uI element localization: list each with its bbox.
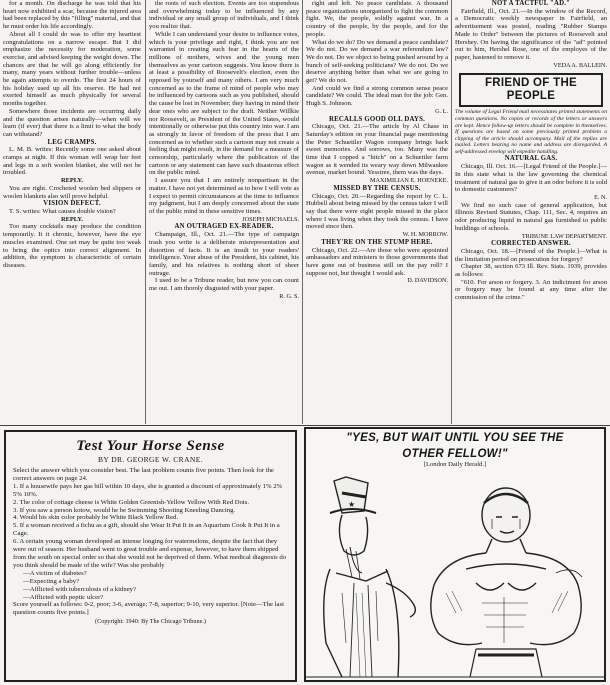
article-heading: NATURAL GAS. (504, 155, 558, 163)
quiz-options (13, 570, 288, 602)
signature: VEDA A. BALLEIN. (553, 61, 607, 69)
paragraph: Chicago, Oct. 21.—The article by Al Chase in Saturday's edition on your financial page mentioning the Peter Schuettler Wagon company brings back sweet memories. And sorrows, too. Many was the time that I copped a "hitch" on a Schuettler farm wagon as it wended its weary way down Milwaukee avenue, market bound. Yesstree, them was the days. (306, 123, 448, 177)
copyright-line: (Copyright: 1940: By The Chicago Tribune.) (95, 618, 206, 626)
paragraph: I assure you that I am entirely nonpartisan in the matter. I have not yet determined as to how I will vote as I expect to permit circumstances at the time to influence my judgment, but I am deeply concerned about the state of the public mind in these sensitive times. (149, 177, 299, 215)
signature: JOSEPH MICHAELS. (242, 215, 299, 223)
quiz-scoring: Score yourself as follows: 0-2, poor; 3-6, average; 7-8, superior; 9-10, very superior. [Note—The last question counts five points.] (13, 601, 284, 617)
signature: D. DAVIDSON. (407, 277, 448, 285)
paragraph: "610. For arson or forgery. 3. An indictment for arson or forgery may be found at any time after the commission of the crime." (455, 278, 607, 302)
column-letters-2 (306, 0, 448, 378)
paragraph: the roots of such election. Events are too stupendous and overwhelming today to be influenced by any individual or any small group of individuals, and I think you realize that. (149, 0, 299, 31)
quiz-question: 4. Would his skin color probably be White Black Yellow Red. (13, 514, 179, 522)
quiz-option: —Afflicted with tuberculosis of a kidney? (23, 585, 136, 593)
column-rule (302, 0, 303, 424)
signature: W. H. MORROW. (402, 231, 448, 239)
horse-sense-quiz-box (4, 430, 297, 682)
paragraph: Chicago, Oct. 22.—Are those who were appointed ambassadors and ministers to those governments that have gone out of business still on the pay roll? I suppose not, but thought I would ask. (306, 246, 448, 277)
signature: E. N. (594, 194, 607, 201)
paragraph: We find no such case of general application, but Illinois Revised Statutes, Chap. 111, Sec. 4, requires an odor producing liquid in natural gas furnished to public buildings of schools. (455, 201, 607, 232)
signature: G. L. (435, 107, 448, 115)
paragraph: Somewhere those incidents are occurring daily and the question arises naturally—when will we learn (if ever) that there is a limit to what the body can withstand? (3, 107, 141, 138)
paragraph: for a month. On discharge he was told that his heart now exhibited a scar, because the injured area had been replaced by this "filling" material, and that he must order his life accordingly. (3, 0, 141, 31)
cartoon-caption-line1: "YES, BUT WAIT UNTIL YOU SEE THE (346, 432, 564, 444)
editor-note: The volume of Legal Friend mail necessitates printed statements on common questions. No copies or records of the letters or answers are kept. Hence follow-up letters should be complete in themselves. If questions are based on some previously printed problem a clipping of the article should accompany. Mail of the replies are mailed. Letters bearing no name and address are disregarded. A self-addressed envelop will expedite handling. (455, 109, 607, 155)
quiz-intro: Select the answer which you consider best. The last problem counts five points. Then look for the correct answers on page 24. (13, 467, 274, 482)
signature: R. G. S. (279, 292, 299, 300)
paragraph: Chicago, Ill. Oct. 16.—[Legal Friend of the People.]—In this state what is the law governing the chemical treatment of natural gas to give it an odor before it is sold to domestic customers? (455, 163, 607, 194)
article-heading: AN OUTRAGED EX-READER. (174, 223, 274, 231)
paragraph: Too many cocktails may produce the condition temporarily. It it chronic, however, have the eye muscles examined. One set may be quite too weak to bring the optics into correct alignment. In addition, the symptom is characteristic of certain diseases. (3, 223, 141, 269)
paragraph: Chicago, Oct. 20.—Regarding the report by C. L. Hubbell about being missed by the census taker I will say that there were eight people missed in the place where I was living when they took the census. I have moved since then. (306, 192, 448, 231)
section-title-box: FRIEND OF THE PEOPLE (459, 73, 603, 107)
signature: TRIBUNE LAW DEPARTMENT. (521, 232, 607, 240)
quiz-byline: BY DR. GEORGE W. CRANE. (98, 455, 203, 464)
muscular-man-figure (431, 488, 582, 677)
quiz-question: 6. A certain young woman developed an intense longing for watermelons, despite the fact that they were out of season. Her husband went to great trouble and expense, however, to have them shipped from the south on special order so that she would not be deprived of them. What medical diagnosis do you think should be made of the wife? Was she probably (13, 538, 287, 569)
editorial-cartoon (304, 427, 606, 682)
article-heading: RECALLS GOOD OLL DAYS. (329, 115, 425, 123)
column-friend-of-people (455, 0, 607, 420)
column-letters (149, 0, 299, 422)
quiz-question: 3. If you saw a person kotow, would he be Swimming Shooting Kneeling Dancing. (13, 506, 236, 514)
quiz-option: —Afflicted with peptic ulcer? (23, 593, 104, 601)
article-heading: MISSED BY THE CENSUS. (333, 184, 421, 192)
paragraph: Chapter 38, section 673 Ill. Rev. Stats. 1939, provides as follows: (455, 263, 607, 279)
paragraph: Chicago, Oct. 18.—[Friend of the People.]—What is the limitation period on prosecution for forgery? (455, 247, 607, 263)
article-heading: LEG CRAMPS. (47, 138, 97, 146)
paragraph: T. S. writes: What causes double vision? (9, 207, 116, 215)
quiz-title: Test Your Horse Sense (76, 438, 225, 454)
paragraph: Fairfield, Ill., Oct. 21.—In the window of the Record, a Democratic weekly newspaper in Fairfield, an advertisement was posted, reading "Rubber Stamps Made to Order" between the pictures of Roosevelt and Hershey. On having the significance of the "ad" pointed out to him, Hershel Rose, one of the employes of the paper, hastened to remove it. (455, 7, 607, 61)
article-heading: NOT A TACTFUL "AD." (491, 0, 571, 7)
quiz-question: 2. The color of cottage cheese is White Golden Greenish-Yellow Yellow With Red Dots. (13, 498, 250, 506)
paragraph: I used to be a Tribune reader, but now you can count me out. I am thoroly disgusted with your paper. (149, 277, 299, 293)
paragraph: About all I could do was to offer my heartiest congratulations on a narrow escape. But I did emphasize the necessity for moderation, some exercise, and advised keeping the weight down. The chances are that he will go along efficiently for many, many years without further trouble—unless he again attempts to overdo. The first 24 hours of his holiday used up all his reserve. He had not exerted himself as much physically for several months together. (3, 30, 141, 108)
paragraph: You are right. Crocheted woolen bed slippers or woolen blankets also will prove helpful. (3, 184, 141, 200)
column-rule (451, 0, 452, 424)
cartoon-source: [London Daily Herald.] (423, 461, 487, 468)
paragraph: While I can understand your desire to influence votes, which is your privilege and right, I think you are not warranted in creating such fear in the hearts of the millions of mothers, wives and the young men themselves as your cartoon suggests. You know there is at least a possibility of Roosevelt's election, even tho opposed by yourself and many others. I am very much concerned as to the frame of mind of people who may be influenced by cartoons such as you published, should the cause be lost in November; they having in mind their dear ones who are subject to the draft. Neither Willkie nor Roosevelt, as President of the United States, would intentionally or otherwise put this country into war. I am as strongly in favor of freedom of the press that I am concerned as to whether such a cartoon may not create a feeling that might result, in the demand for a measure of censorship, particularly where the publication of the cartoon or any statement can have such disastrous effect on the public mind. (149, 30, 299, 177)
reply-heading: REPLY. (60, 177, 84, 185)
paragraph: And could we find a strong common sense peace candidate? We could. The ideal man for the job: Gen. Hugh S. Johnson. (306, 84, 448, 108)
cartoon-caption-line2: OTHER FELLOW!" (402, 447, 508, 460)
svg-text:★: ★ (348, 500, 356, 509)
paragraph: right and left. No peace candidate. A thousand peace organizations unorganized to fight the common fight. We, the people, solidly against war. In a country of the people, by the people, and for the people. (306, 0, 448, 38)
signature: MAXIMILIAN E. HOENEKE. (369, 177, 448, 185)
paragraph: What do we do? Do we demand a peace candidate? We do not. Do we demand a war referendum law? We do not. Do we object to being pushed around by a bunch of self-seeking politicians? We do not. Do we deserve anything better than what we are going to get? We do not. (306, 38, 448, 85)
article-heading: VISION DEFECT. (43, 200, 101, 208)
quiz-option: —Expecting a baby? (23, 577, 80, 585)
quiz-question: 5. If a woman received a fichu as a gift, should she Wear It Put It in an Aquarium Cook It Put It in a Cage. (13, 522, 280, 538)
column-health (3, 0, 141, 422)
reply-heading: REPLY. (60, 215, 84, 223)
quiz-question: 1. If a housewife pays her gas bill within 10 days, she is granted a discount of approximately 1% 2% 5% 10%. (13, 482, 283, 498)
article-heading: CORRECTED ANSWER. (491, 240, 571, 248)
column-rule (145, 0, 146, 424)
section-divider (0, 425, 610, 426)
cartoon-illustration (306, 473, 604, 679)
article-heading: THEY'RE ON THE STUMP HERE. (321, 238, 433, 246)
paragraph: L. M. B. writes: Recently some one asked about cramps at night. If this woman will wrap her feet and legs in a soft woolen blanket, she will not be troubled. (3, 146, 141, 177)
paragraph: Champaign, Ill., Oct. 21.—The type of campaign trash you write is a deliberate misrepresentation and distortion of facts. It is an insult to your readers' intelligence. Your abuse of the President, his cabinet, his family, and his relatives is nothing short of sheer outrage. (149, 231, 299, 277)
uncle-sam-figure (324, 477, 416, 677)
quiz-option: —A victim of diabetes? (23, 569, 87, 577)
